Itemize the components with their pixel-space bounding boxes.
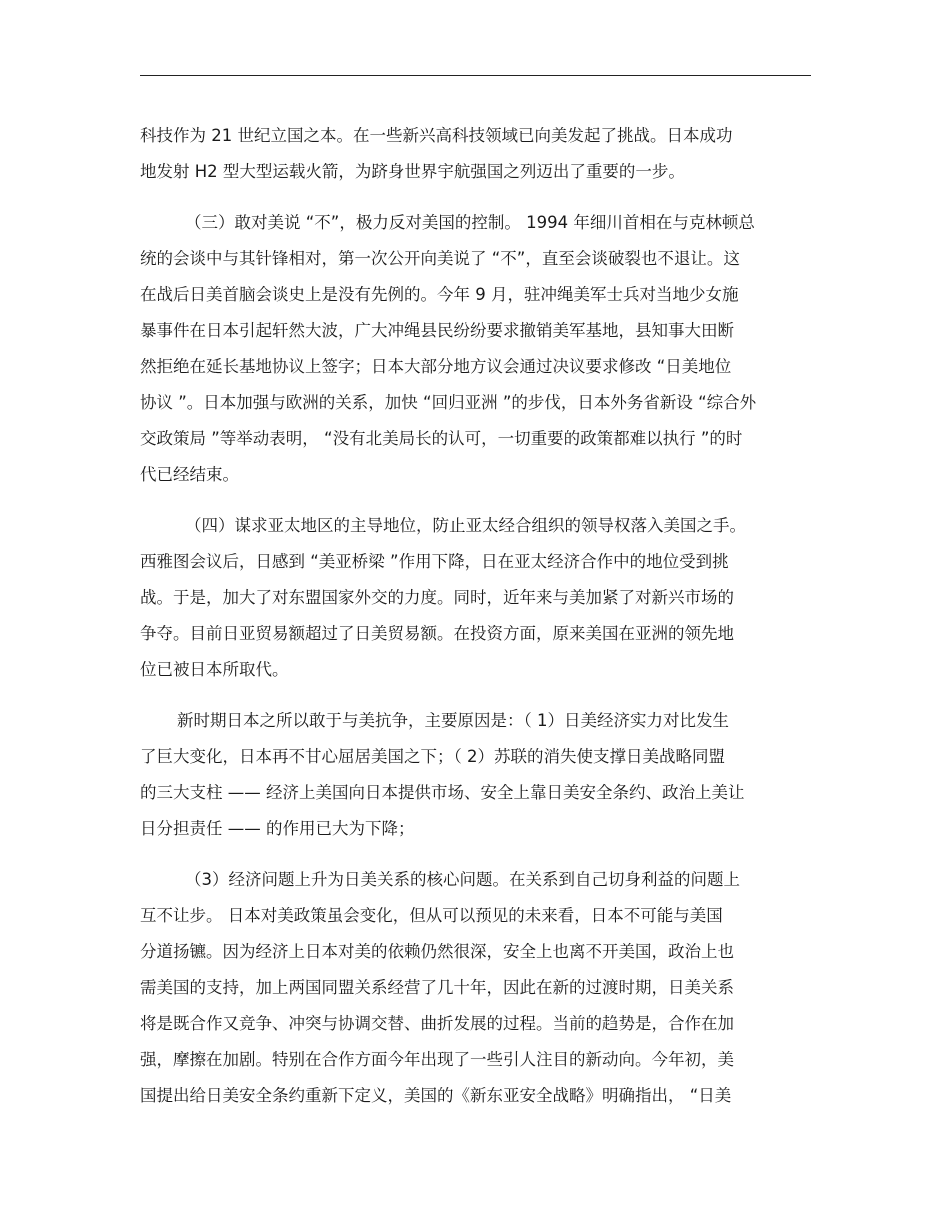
- text-line: 地发射 H2 型大型运载火箭，为跻身世界宇航强国之列迈出了重要的一步。: [140, 162, 685, 181]
- text-line: 国提出给日美安全条约重新下定义，美国的《新东亚安全战略》明确指出， “日美: [140, 1086, 732, 1105]
- text-line: （四）谋求亚太地区的主导地位，防止亚太经合组织的领导权落入美国之手。: [185, 516, 746, 535]
- text-line: （3）经济问题上升为日美关系的核心问题。在关系到自己切身利益的问题上: [185, 870, 740, 889]
- text-line: 在战后日美首脑会谈史上是没有先例的。今年 9 月，驻冲绳美军士兵对当地少女施: [140, 285, 739, 304]
- text-line: 强，摩擦在加剧。特别在合作方面今年出现了一些引人注目的新动向。今年初，美: [140, 1050, 734, 1069]
- text-line: 新时期日本之所以敢于与美抗争，主要原因是：（ 1）日美经济实力对比发生: [177, 711, 729, 730]
- text-line: 暴事件在日本引起轩然大波，广大冲绳县民纷纷要求撤销美军基地，县知事大田断: [140, 321, 734, 340]
- text-line: 分道扬镳。因为经济上日本对美的依赖仍然很深，安全上也离不开美国，政治上也: [140, 942, 734, 961]
- text-line: 需美国的支持，加上两国同盟关系经营了几十年，因此在新的过渡时期，日美关系: [140, 978, 734, 997]
- text-line: 将是既合作又竞争、冲突与协调交替、曲折发展的过程。当前的趋势是，合作在加: [140, 1014, 734, 1033]
- header-rule: [140, 75, 811, 76]
- paragraph-3: [140, 508, 810, 688]
- text-line: 科技作为 21 世纪立国之本。在一些新兴高科技领域已向美发起了挑战。日本成功: [140, 126, 733, 145]
- text-line: 互不让步。 日本对美政策虽会变化，但从可以预见的未来看，日本不可能与美国: [140, 906, 723, 925]
- text-line: 协议 ”。日本加强与欧洲的关系，加快 “回归亚洲 ”的步伐，日本外务省新设 “综合外: [140, 393, 757, 412]
- text-line: 交政策局 ”等举动表明， “没有北美局长的认可，一切重要的政策都难以执行 ”的时: [140, 429, 743, 448]
- text-line: 代已经结束。: [140, 465, 239, 484]
- text-line: 战。于是，加大了对东盟国家外交的力度。同时，近年来与美加紧了对新兴市场的: [140, 588, 734, 607]
- text-line: 的三大支柱 —— 经济上美国向日本提供市场、安全上靠日美安全条约、政治上美让: [140, 783, 745, 802]
- text-line: 统的会谈中与其针锋相对，第一次公开向美说了 “不”，直至会谈破裂也不退让。这: [140, 249, 740, 268]
- paragraph-2: [140, 205, 810, 493]
- text-line: 争夺。目前日亚贸易额超过了日美贸易额。在投资方面，原来美国在亚洲的领先地: [140, 624, 734, 643]
- paragraph-5: [140, 862, 810, 1114]
- paragraph-4: [140, 703, 810, 847]
- text-line: 日分担责任 —— 的作用已大为下降；: [140, 819, 415, 838]
- text-line: （三）敢对美说 “不”，极力反对美国的控制。 1994 年细川首相在与克林顿总: [185, 213, 755, 232]
- text-line: 了巨大变化，日本再不甘心屈居美国之下；（ 2）苏联的消失使支撑日美战略同盟: [140, 747, 725, 766]
- text-line: 位已被日本所取代。: [140, 660, 289, 679]
- document-body: [140, 118, 810, 1129]
- text-line: 西雅图会议后，日感到 “美亚桥梁 ”作用下降，日在亚太经济合作中的地位受到挑: [140, 552, 729, 571]
- paragraph-1: [140, 118, 810, 190]
- text-line: 然拒绝在延长基地协议上签字；日本大部分地方议会通过决议要求修改 “日美地位: [140, 357, 732, 376]
